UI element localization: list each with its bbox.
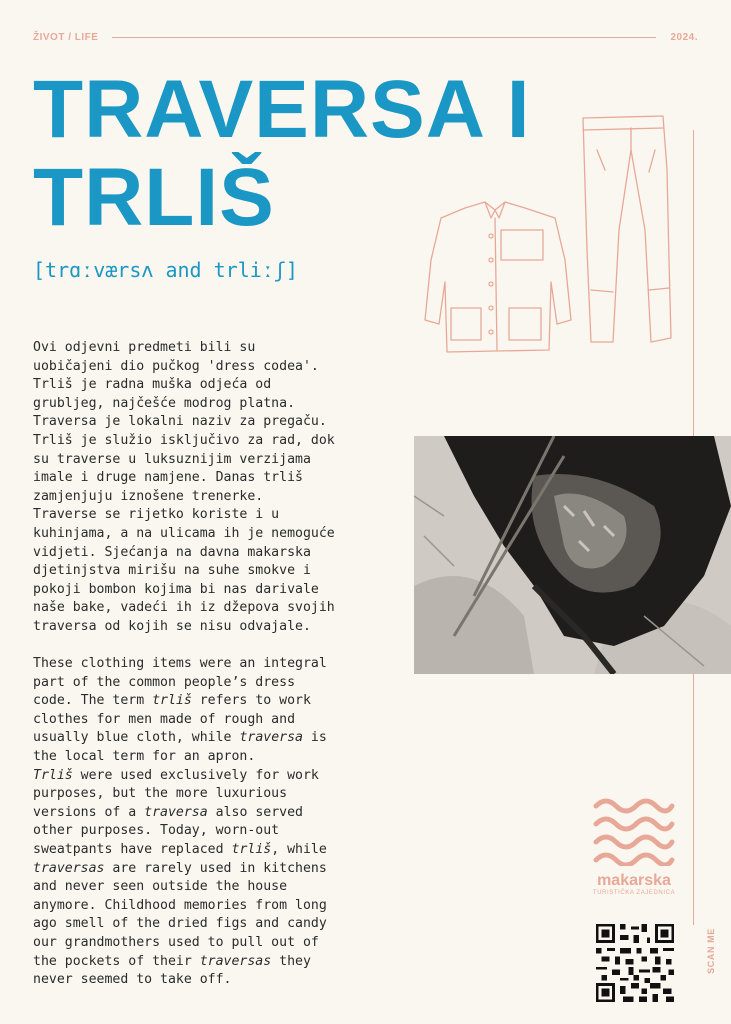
year-label: 2024.: [670, 31, 698, 43]
english-paragraph: These clothing items were an integral part of the common people’s dress code. The term trliš refers to work clothes for men made of rough and usually blue cloth, while traversa is the local term for an apron. Trliš were used exclusively for work purposes, but the more luxurious versions of a traversa also served other purposes. Today, worn-out sweatpants have replaced trliš, while traversas are rarely used in kitchens and never seen outside the house anymore. Childhood memories from long ago smell of the dried figs and candy our grandmothers used to pull out of the pockets of their traversas they never seemed to take off.: [33, 656, 327, 988]
header-rule: [112, 37, 656, 38]
phonetic-transcription: [trɑːværsʌ and trliːʃ]: [33, 258, 298, 282]
aprons-photo: [414, 436, 731, 674]
croatian-paragraph: Ovi odjevni predmeti bili su uobičajeni dio pučkog 'dress codea'. Trliš je radna muška odjeća od grubljeg, najčešće modrog platna. Traversa je lokalni naziv za pregaču. Trliš je služio isključivo za rad, dok su traverse u luksuznijim verzijama imale i druge namjene. Danas trliš zamjenjuju iznošene trenerke. Traverse se rijetko koriste i u kuhinjama, a na ulicama ih je nemoguće vidjeti. Sjećanja na davna makarska djetinjstva mirišu na suhe smokve i pokoji bombon kojima bi nas darivale naše bake, vadeći ih iz džepova svojih traversa od kojih se nisu odvajale.: [33, 340, 335, 634]
page-header: [33, 30, 698, 44]
logo-subtitle: TURISTIČKA ZAJEDNICA: [592, 890, 676, 896]
title-line-2: TRLIŠ: [33, 152, 275, 243]
clothing-illustration: [405, 110, 680, 365]
article-body: [33, 339, 403, 990]
qr-code[interactable]: [596, 924, 674, 1002]
scan-me-label: SCAN ME: [705, 928, 716, 974]
logo-name: makarska: [597, 872, 671, 889]
title-line-1: TRAVERSA I: [33, 64, 531, 155]
section-label: ŽIVOT / LIFE: [33, 31, 99, 43]
makarska-logo: [592, 796, 676, 896]
waves-icon: [592, 796, 676, 866]
